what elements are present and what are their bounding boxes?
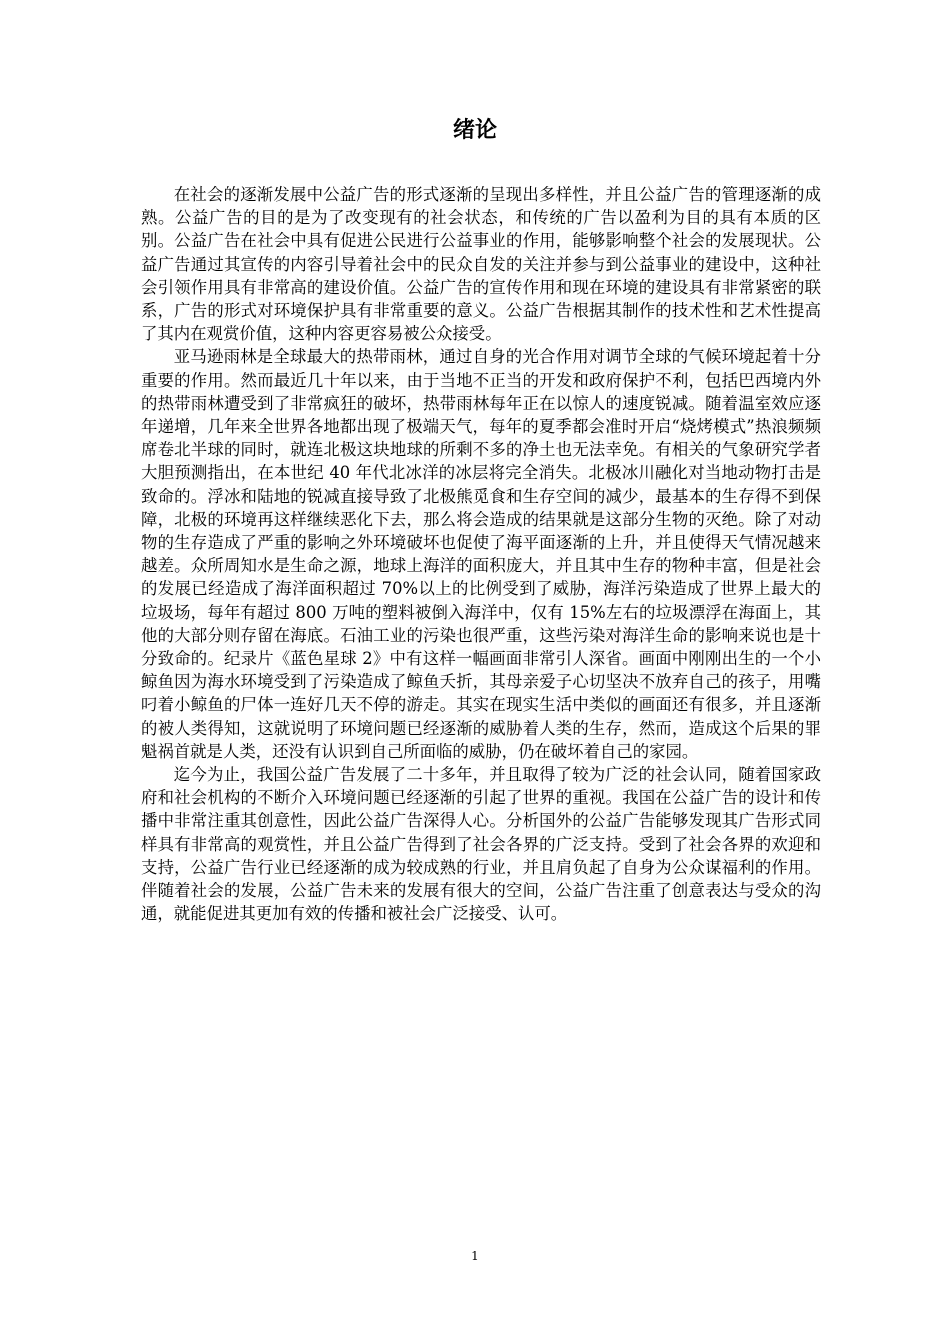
page-title: 绪论 — [452, 118, 497, 143]
page-number: 1 — [471, 1249, 479, 1263]
paragraph-intro: 在社会的逐渐发展中公益广告的形式逐渐的呈现出多样性，并且公益广告的管理逐渐的成熟。公益广告的目的是为了改变现有的社会状态，和传统的广告以盈利为目的具有本质的区别。公益广告在社会中具有促进公民进行公益事业的作用，能够影响整个社会的发展现状。公益广告通过其宣传的内容引导着社会中的民众自发的关注并参与到公益事业的建设中，这种社会引领作用具有非常高的建设价值。公益广告的宣传作用和现在环境的建设具有非常紧密的联系，广告的形式对环境保护具有非常重要的意义。公益广告根据其制作的技术性和艺术性提高了其内在观赏价值，这种内容更容易被公众接受。 — [141, 185, 821, 344]
paragraph-china-ads: 迄今为止，我国公益广告发展了二十多年，并且取得了较为广泛的社会认同，随着国家政府和社会机构的不断介入环境问题已经逐渐的引起了世界的重视。我国在公益广告的设计和传播中非常注重其创意性，因此公益广告深得人心。分析国外的公益广告能够发现其广告形式同样具有非常高的观赏性，并且公益广告得到了社会各界的广泛支持。受到了社会各界的欢迎和支持，公益广告行业已经逐渐的成为较成熟的行业，并且肩负起了自身为公众谋福利的作用。伴随着社会的发展，公益广告未来的发展有很大的空间，公益广告注重了创意表达与受众的沟通，就能促进其更加有效的传播和被社会广泛接受、认可。 — [141, 765, 821, 924]
body-text — [141, 183, 821, 926]
paragraph-environment: 亚马逊雨林是全球最大的热带雨林，通过自身的光合作用对调节全球的气候环境起着十分重要的作用。然而最近几十年以来，由于当地不正当的开发和政府保护不利，包括巴西境内外的热带雨林遭受到了非常疯狂的破坏，热带雨林每年正在以惊人的速度锐减。随着温室效应逐年递增，几年来全世界各地都出现了极端天气，每年的夏季都会准时开启“烧烤模式”热浪频频席卷北半球的同时，就连北极这块地球的所剩不多的净土也无法幸免。有相关的气象研究学者大胆预测指出，在本世纪 40 年代北冰洋的冰层将完全消失。北极冰川融化对当地动物打击是致命的。浮冰和陆地的锐减直接导致了北极熊觅食和生存空间的减少，最基本的生存得不到保障，北极的环境再这样继续恶化下去，那么将会造成的结果就是这部分生物的灭绝。除了对动物的生存造成了严重的影响之外环境破坏也促使了海平面逐渐的上升，并且使得天气情况越来越差。众所周知水是生命之源，地球上海洋的面积庞大，并且其中生存的物种丰富，但是社会的发展已经造成了海洋面积超过 70%以上的比例受到了威胁，海洋污染造成了世界上最大的垃圾场，每年有超过 800 万吨的塑料被倒入海洋中，仅有 15%左右的垃圾漂浮在海面上，其他的大部分则存留在海底。石油工业的污染也很严重，这些污染对海洋生命的影响来说也是十分致命的。纪录片《蓝色星球 2》中有这样一幅画面非常引人深省。画面中刚刚出生的一个小鲸鱼因为海水环境受到了污染造成了鲸鱼夭折，其母亲爱子心切坚决不放弃自己的孩子，用嘴叼着小鲸鱼的尸体一连好几天不停的游走。其实在现实生活中类似的画面还有很多，并且逐渐的被人类得知，这就说明了环境问题已经逐渐的威胁着人类的生存，然而，造成这个后果的罪魁祸首就是人类，还没有认识到自己所面临的威胁，仍在破坏着自己的家园。 — [141, 347, 821, 761]
